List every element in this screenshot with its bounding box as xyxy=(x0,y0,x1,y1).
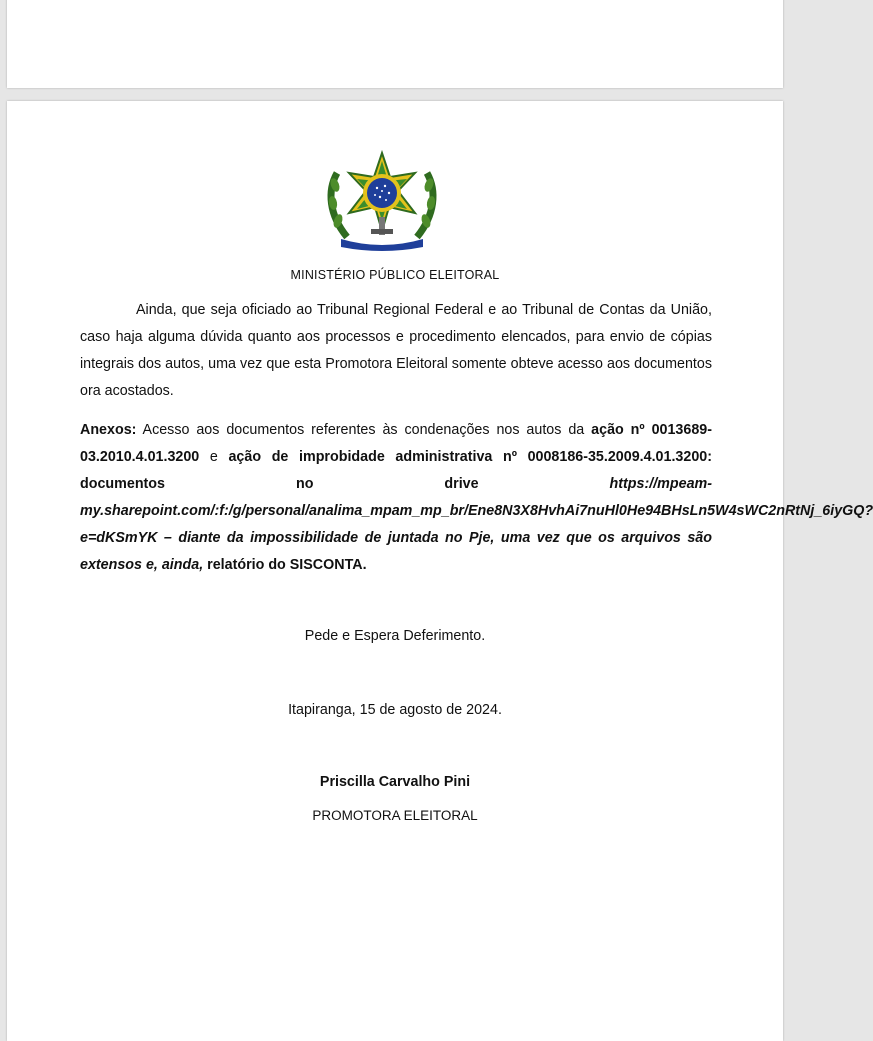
annex-text: Acesso aos documentos referentes às condenações nos autos da xyxy=(136,422,592,438)
annex-label: Anexos: xyxy=(80,422,137,438)
signer-name: Priscilla Carvalho Pini xyxy=(319,774,471,790)
agency-name: MINISTÉRIO PÚBLICO ELEITORAL xyxy=(290,268,500,282)
annex-connector: e xyxy=(199,449,229,465)
signer-role: PROMOTORA ELEITORAL xyxy=(312,808,478,823)
annex-paragraph xyxy=(80,417,873,579)
closing-phrase: Pede e Espera Deferimento. xyxy=(304,628,486,644)
annex-case-reference: ação nº 0013689-03.2010.4.01.3200 xyxy=(80,422,712,465)
sisconta-report: relatório do SISCONTA. xyxy=(203,557,367,573)
document-page xyxy=(7,101,873,1041)
brazil-coat-of-arms-icon xyxy=(323,151,441,253)
annex-improbity-reference: ação de improbidade administrativa nº 0008186-35.2009.4.01.3200: documentos no drive xyxy=(80,449,713,492)
drive-link[interactable]: https://mpeam-my.sharepoint.com/:f:/g/personal/analima_mpam_mp_br/Ene8N3X8HvhAi7nuHl0He94BHsLn5W4sWC2nRtNj_6iyGQ?e=dKSmYK – diante da impossibilidade de juntada no Pje, uma vez que os arquivos são extensos e, ainda, xyxy=(80,476,873,573)
previous-page xyxy=(7,0,783,88)
request-paragraph: Ainda, que seja oficiado ao Tribunal Regional Federal e ao Tribunal de Contas da União, caso haja alguma dúvida quanto aos processos e procedimento elencados, para envio de cópias integrais dos autos, uma vez que esta Promotora Eleitoral somente obteve acesso aos documentos ora acostados. xyxy=(80,302,712,399)
place-date: Itapiranga, 15 de agosto de 2024. xyxy=(288,702,502,718)
